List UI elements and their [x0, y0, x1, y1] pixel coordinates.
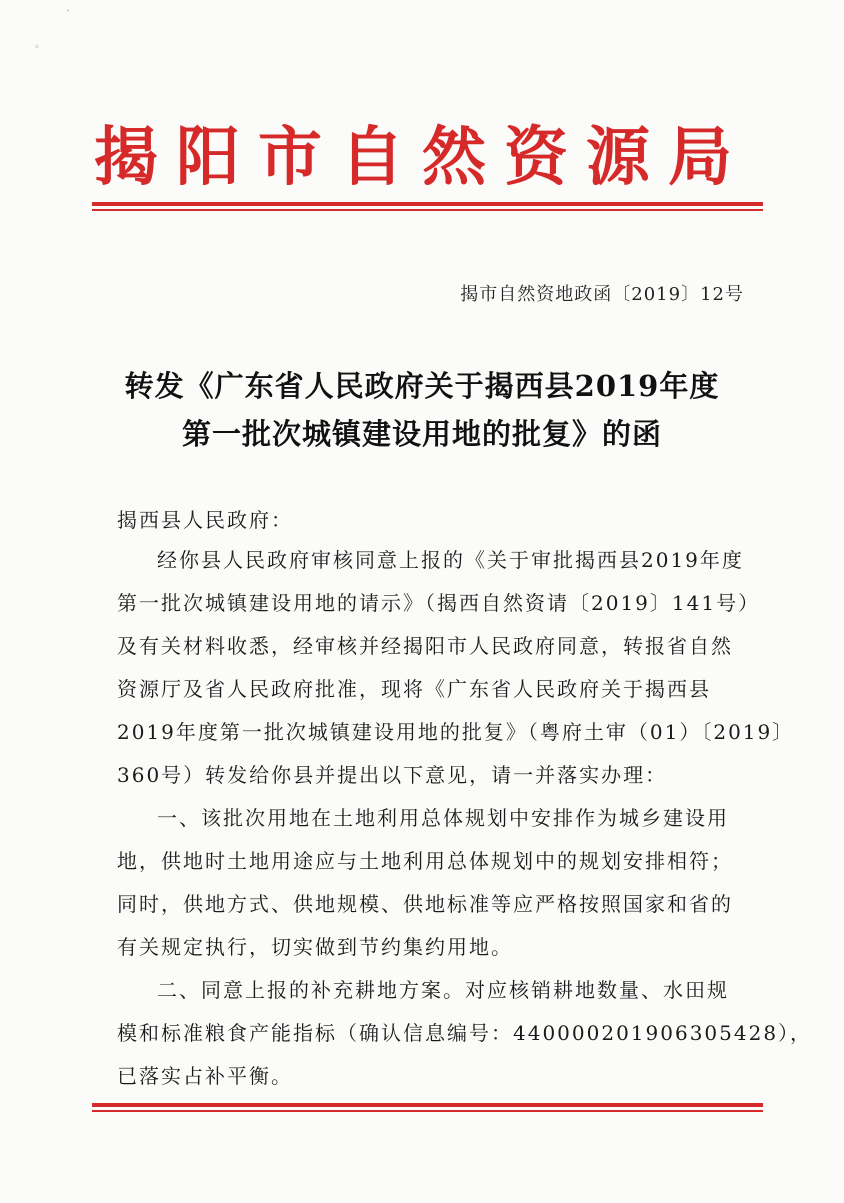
footer-rule-thick	[92, 1103, 763, 1107]
scan-speck: ◦	[34, 42, 40, 53]
body-line: 有关规定执行，切实做到节约集约用地。	[117, 935, 513, 959]
salutation: 揭西县人民政府：	[117, 508, 293, 532]
body-line: 地，供地时土地用途应与土地利用总体规划中的规划安排相符；	[117, 849, 733, 873]
body-line: 模和标准粮食产能指标（确认信息编号：440000201906305428），	[117, 1021, 813, 1045]
document-title-line-1: 转发《广东省人民政府关于揭西县2019年度	[124, 369, 720, 403]
footer-rule-thin	[92, 1110, 763, 1112]
body-line: 二、同意上报的补充耕地方案。对应核销耕地数量、水田规	[157, 978, 729, 1002]
body-line: 第一批次城镇建设用地的请示》（揭西自然资请〔2019〕141号）	[117, 591, 761, 615]
body-line: 经你县人民政府审核同意上报的《关于审批揭西县2019年度	[157, 548, 744, 572]
body-line: 资源厅及省人民政府批准，现将《广东省人民政府关于揭西县	[117, 677, 711, 701]
document-title-line-2: 第一批次城镇建设用地的批复》的函	[181, 417, 662, 451]
document-number: 揭市自然资地政函〔2019〕12号	[460, 284, 744, 305]
body-line: 及有关材料收悉，经审核并经揭阳市人民政府同意，转报省自然	[117, 634, 733, 658]
body-line: 已落实占补平衡。	[117, 1064, 293, 1088]
scan-speck: ˋ	[66, 10, 71, 21]
body-line: 同时，供地方式、供地规模、供地标准等应严格按照国家和省的	[117, 892, 733, 916]
body-line: 一、该批次用地在土地利用总体规划中安排作为城乡建设用	[157, 806, 729, 830]
body-line: 2019年度第一批次城镇建设用地的批复》（粤府土审（01）〔2019〕	[117, 720, 795, 744]
letterhead-rule-thin	[92, 209, 763, 211]
body-line: 360号）转发给你县并提出以下意见，请一并落实办理：	[117, 763, 668, 787]
letterhead-title: 揭阳市自然资源局	[94, 120, 750, 195]
letterhead-rule-thick	[92, 202, 763, 206]
